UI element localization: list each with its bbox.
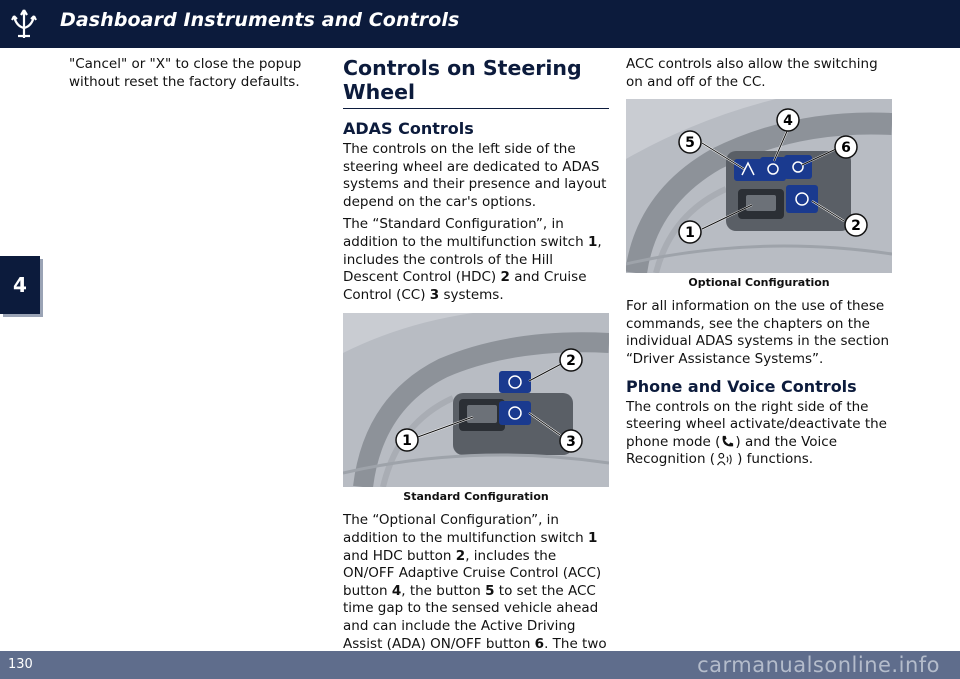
adas-intro: The controls on the left side of the steering wheel are dedicated to ADAS systems and their presence and layout depend on the car's options. <box>343 141 607 210</box>
header-title: Dashboard Instruments and Controls <box>60 9 460 31</box>
phone-icon <box>720 434 735 449</box>
page-number: 130 <box>8 657 33 672</box>
voice-recognition-icon <box>715 452 737 467</box>
svg-text:1: 1 <box>685 225 695 242</box>
column-right <box>626 56 892 469</box>
figure-standard-configuration <box>343 313 609 487</box>
subsection-adas: ADAS Controls <box>343 119 474 138</box>
popup-instruction: "Cancel" or "X" to close the popup without reset the factory defaults. <box>69 56 302 90</box>
callout-3 <box>560 430 582 452</box>
optional-config-text: The “Optional Configuration”, in addition to the multifunction switch 1 and HDC button 2, includes the ON/OFF Adaptive Cruise Control (ACC) button 4, the button 5 to set the ACC time gap to the sensed vehicle ahead and can include the Active Driving Assist (ADA) ON/OFF button 6. The two <box>343 512 607 652</box>
standard-config-text: The “Standard Configuration”, in addition to the multifunction switch 1, includes the controls of the Hill Descent Control (HDC) 2 and Cruise Control (CC) 3 systems. <box>343 216 602 303</box>
svg-text:6: 6 <box>841 140 851 157</box>
svg-text:3: 3 <box>566 434 576 451</box>
svg-text:2: 2 <box>566 353 576 370</box>
callout-5 <box>679 131 701 153</box>
figure-caption-optional: Optional Configuration <box>688 276 830 290</box>
callout-1 <box>679 221 701 243</box>
figure-caption-standard: Standard Configuration <box>403 490 549 504</box>
column-middle <box>343 56 609 653</box>
svg-text:4: 4 <box>783 113 793 130</box>
watermark: carmanualsonline.info <box>697 653 940 677</box>
column-left <box>69 56 319 91</box>
callout-2 <box>845 214 867 236</box>
callout-4 <box>777 109 799 131</box>
steering-wheel-optional-image <box>626 99 892 273</box>
svg-text:1: 1 <box>402 433 412 450</box>
callout-1 <box>396 429 418 451</box>
figure-optional-configuration <box>626 99 892 273</box>
svg-text:5: 5 <box>685 135 695 152</box>
acc-switching-text: ACC controls also allow the switching on and off of the CC. <box>626 56 878 90</box>
chapter-tab: 4 <box>0 256 40 314</box>
svg-text:2: 2 <box>851 218 861 235</box>
steering-wheel-standard-image <box>343 313 609 487</box>
callout-2 <box>560 349 582 371</box>
subsection-phone-voice: Phone and Voice Controls <box>626 376 857 396</box>
callout-6 <box>835 136 857 158</box>
section-title: Controls on Steering Wheel <box>343 56 609 109</box>
page-footer <box>0 651 960 679</box>
phone-voice-text: The controls on the right side of the steering wheel activate/deactivate the phone mode ( ) and the Voice Recognition ( ) functions. <box>626 398 887 468</box>
adas-reference-text: For all information on the use of these commands, see the chapters on the individual ADAS systems in the section “Driver Assistance Systems”. <box>626 298 890 367</box>
page-header <box>0 0 960 48</box>
trident-logo-icon <box>6 6 42 42</box>
